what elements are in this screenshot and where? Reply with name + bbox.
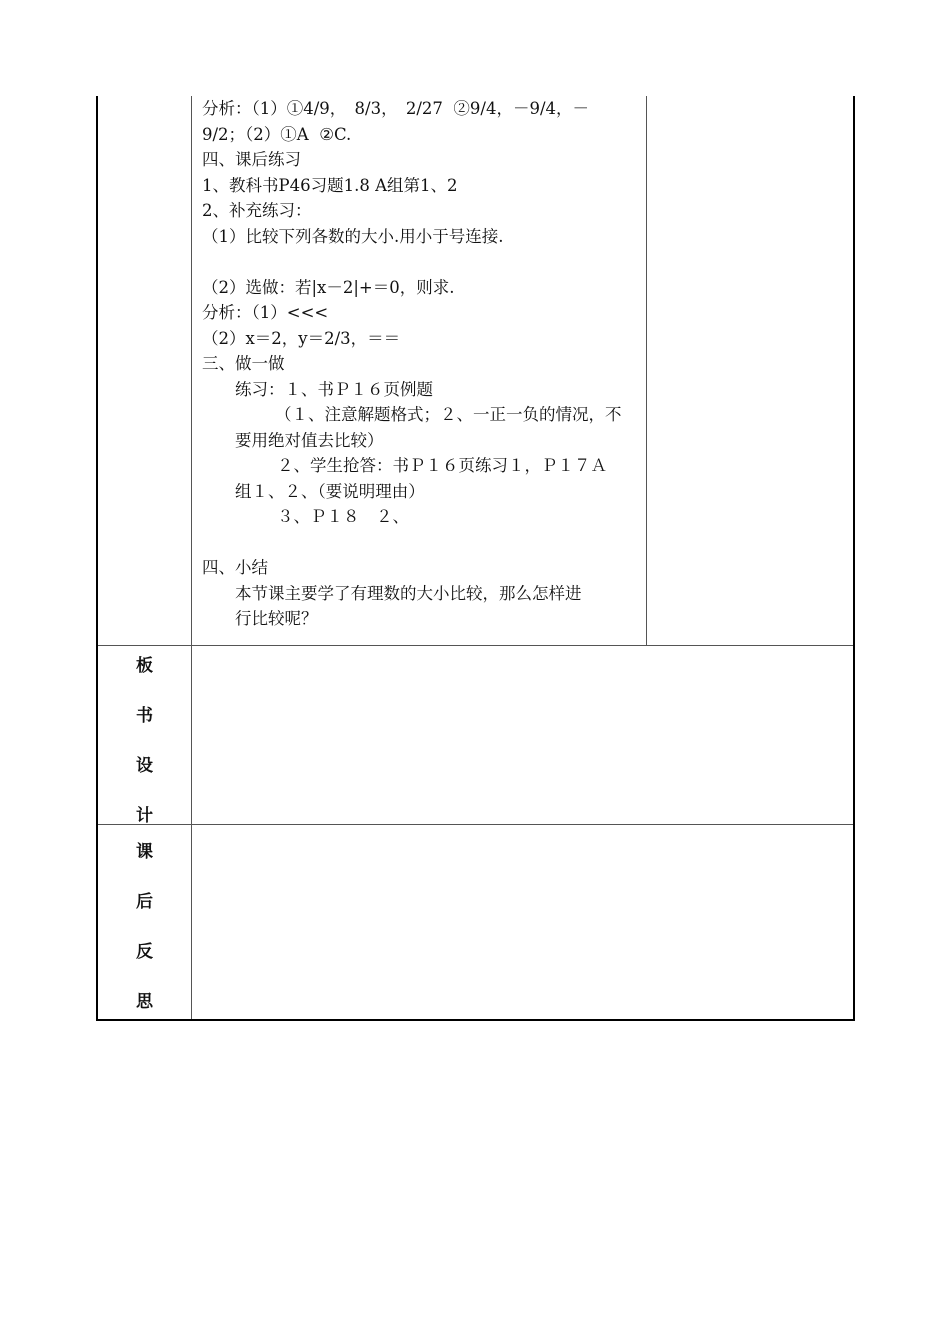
lesson-line: 组１、２、（要说明理由） (235, 481, 425, 501)
board-design-char: 书 (136, 706, 153, 726)
lesson-line: 2、补充练习： (202, 201, 312, 220)
lesson-line: 分析：（1）<<< (202, 303, 329, 322)
lesson-line: 分析：（1）①4/9， 8/3， 2/27 ②9/4，－9/4，－ (202, 99, 590, 118)
lesson-line: （2）x＝2，y＝2/3，＝＝ (202, 328, 401, 348)
lesson-line: ３、Ｐ１８ ２、 (277, 507, 409, 526)
lesson-line: 练习：１、书Ｐ１６页例题 (235, 379, 433, 399)
lesson-line: 四、课后练习 (202, 150, 301, 169)
reflection-char: 思 (136, 992, 153, 1012)
column-divider-right (646, 96, 647, 645)
lesson-line (202, 530, 640, 556)
board-design-char: 板 (136, 656, 153, 676)
reflection-char: 后 (136, 892, 153, 912)
lesson-line: （1）比较下列各数的大小.用小于号连接. (202, 226, 504, 246)
lesson-content (202, 96, 640, 632)
lesson-line: ２、学生抢答：书Ｐ１６页练习１，Ｐ１７Ａ (277, 456, 607, 475)
reflection-label (98, 825, 191, 1019)
board-design-char: 计 (136, 806, 153, 826)
lesson-line (202, 249, 640, 275)
board-design-char: 设 (136, 756, 153, 776)
row-divider-1 (98, 645, 853, 646)
lesson-line: 9/2；（2）①A ②C. (202, 124, 352, 144)
lesson-line: 1、教科书P46习题1.8 A组第1、2 (202, 175, 458, 195)
lesson-line: 行比较呢？ (235, 609, 318, 628)
lesson-line: 本节课主要学了有理数的大小比较，那么怎样进 (235, 583, 582, 603)
board-design-label (98, 646, 191, 824)
lesson-line: 要用绝对值去比较） (235, 430, 384, 450)
lesson-line: 四、小结 (202, 558, 268, 577)
reflection-char: 反 (136, 942, 153, 962)
column-divider-left (191, 96, 192, 1019)
lesson-line: 三、做一做 (202, 354, 285, 373)
lesson-line: （2）选做：若|x－2|+＝0，则求. (202, 277, 455, 297)
lesson-line: （１、注意解题格式；２、一正一负的情况，不 (275, 405, 622, 424)
lesson-plan-table (96, 96, 855, 1021)
reflection-char: 课 (136, 842, 153, 862)
row-divider-2 (98, 824, 853, 825)
